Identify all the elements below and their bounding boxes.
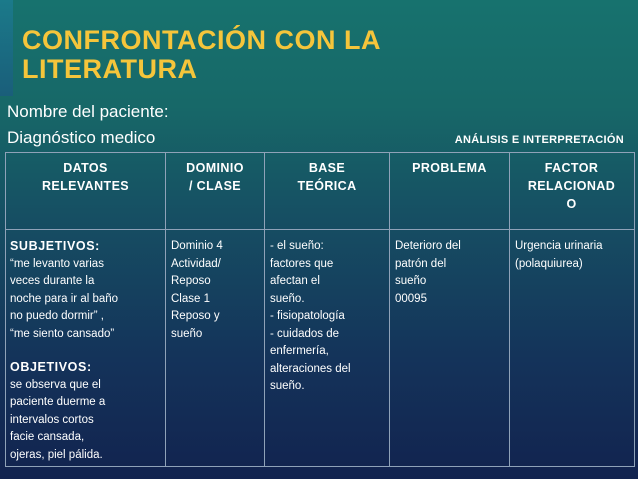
slide-title: [22, 26, 381, 84]
subjetivos-text: “me levanto varias veces durante la noche para ir al baño no puedo dormir” , “me siento cansado”: [10, 257, 119, 340]
header-dominio-clase: DOMINIO / CLASE: [186, 161, 244, 193]
header-divider: [6, 229, 634, 230]
cell-datos-relevantes: [10, 238, 162, 464]
subjetivos-heading: SUBJETIVOS:: [10, 239, 100, 253]
cell-factor-relacionado: Urgencia urinaria (polaquiurea): [515, 240, 603, 270]
diagnosis-label: Diagnóstico medico: [7, 128, 156, 147]
title-line-1: CONFRONTACIÓN CON LA: [22, 25, 381, 55]
column-divider: [389, 153, 390, 466]
header-factor-relacionado: FACTOR RELACIONAD O: [527, 161, 616, 211]
header-problema: PROBLEMA: [412, 161, 487, 175]
analysis-heading: ANÁLISIS E INTERPRETACIÓN: [454, 134, 624, 146]
header-datos-relevantes: DATOS RELEVANTES: [41, 161, 130, 193]
confrontation-table: [5, 152, 635, 467]
cell-problema: Deterioro del patrón del sueño 00095: [395, 240, 461, 305]
column-divider: [264, 153, 265, 466]
objetivos-heading: OBJETIVOS:: [10, 360, 92, 374]
background-stripe: [0, 0, 13, 96]
title-line-2: LITERATURA: [22, 54, 198, 84]
objetivos-text: se observa que el paciente duerme a intervalos cortos facie cansada, ojeras, piel pálida.: [10, 378, 106, 461]
header-base-teorica: BASE TEÓRICA: [297, 161, 357, 193]
column-divider: [165, 153, 166, 466]
patient-name-label: Nombre del paciente:: [7, 102, 169, 121]
cell-base-teorica: - el sueño: factores que afectan el sueño. - fisiopatología - cuidados de enfermería, alteraciones del sueño.: [270, 240, 351, 392]
cell-dominio-clase: Dominio 4 Actividad/ Reposo Clase 1 Reposo y sueño: [171, 240, 223, 340]
